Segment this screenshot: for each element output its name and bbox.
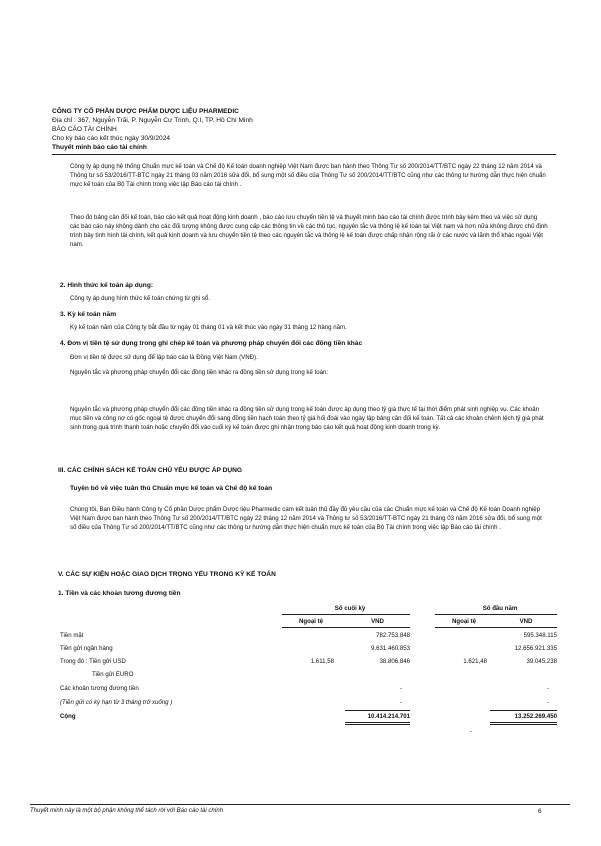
row-label: Các khoản tương đương tiền	[60, 685, 139, 692]
total-double-rule-end-a	[345, 722, 410, 723]
col-header-fx-start: Ngoại tệ	[451, 618, 477, 625]
report-title: BÁO CÁO TÀI CHÍNH	[52, 126, 117, 133]
total-double-rule-end-b	[345, 724, 410, 725]
col-header-vnd-start: VND	[519, 618, 533, 625]
group-rule-start	[435, 614, 557, 615]
section-title: Thuyết minh báo cáo tài chính	[52, 144, 147, 151]
row-label: (Tiền gửi có kỳ hạn từ 3 tháng trở xuống )	[60, 699, 173, 706]
total-rule-end	[345, 710, 410, 711]
total-vnd-end: 10.414.214.701	[367, 713, 410, 720]
col-header-fx-end: Ngoại tệ	[298, 618, 324, 625]
section-3-title: 3. Kỳ kế toán năm	[60, 311, 117, 318]
section-iii-title: III. CÁC CHÍNH SÁCH KẾ TOÁN CHỦ YẾU ĐƯỢC ÁP DỤNG	[58, 467, 243, 474]
header-rule	[52, 154, 556, 155]
col-rule-end	[282, 627, 410, 628]
section-4-text-1: Đơn vị tiền tệ được sử dụng để lập báo cáo là Đồng Việt Nam (VNĐ).	[70, 354, 258, 361]
row-vnd-start: 595.348.115	[523, 632, 557, 639]
intro-paragraph-1: Công ty áp dụng hệ thống Chuẩn mực kế toán và Chế độ Kế toán doanh nghiệp Việt Nam được ban hành theo Thông Tư số 200/2014/TT/BTC ngày 22 tháng 12 năm 2014 và Thông tư số 53/2016/TT-BTC ngày 21 tháng 03 năm 2016 sửa đổi, bổ sung một số điều của Thông Tư số 200/2014/TT/BTC cũng như các thông tư hướng dẫn thực hiện chuẩn mực kế toán của Bộ Tài chính trong việc lập Báo cáo tài chính .	[70, 163, 546, 188]
col-header-vnd-end: VND	[371, 618, 384, 625]
row-vnd-end: 38.806.846	[379, 658, 410, 665]
group-rule-end	[282, 614, 410, 615]
row-vnd-start: -	[546, 685, 549, 692]
row-fx-start: 1.621,48	[463, 658, 487, 665]
row-vnd-end: -	[399, 699, 402, 706]
section-4-text-2: Nguyên tắc và phương pháp chuyển đổi các đồng tiền khác ra đồng tiền sử dụng trong kế toán:	[70, 369, 329, 376]
section-4-paragraph: Nguyên tắc và phương pháp chuyển đổi các đồng tiền khác ra đồng tiền sử dụng trong kế toán được áp dụng theo tỷ giá thực tế tại thời điểm phát sinh nghiệp vụ. Các khoản mục tiền và công nợ có gốc ngoại tệ được chuyển đổi sang đồng tiền hạch toán theo tỷ giá hối đoái vào ngày lập bảng cân đối kế toán. Tất cả các khoản chênh lệch tỷ giá phát sinh trong quá trình thanh toán hoặc chuyển đổi vào cuối kỳ kế toán được ghi nhận trong báo cáo kết quả hoạt động kinh doanh trong kỳ.	[70, 406, 544, 431]
section-iii-subtitle: Tuyên bố về việc tuân thủ Chuẩn mực kế toán và Chế độ kế toán	[70, 485, 273, 492]
group-header-end: Số cuối kỳ	[334, 605, 366, 612]
row-vnd-end: -	[399, 685, 402, 692]
col-rule-start	[435, 627, 557, 628]
report-period: Cho kỳ báo cáo kết thúc ngày 30/9/2024	[52, 135, 171, 142]
row-vnd-end: 782.753.848	[376, 632, 410, 639]
section-2-title: 2. Hình thức kế toán áp dụng:	[60, 282, 154, 289]
trailing-dash: -	[470, 728, 473, 735]
total-label: Cộng	[60, 713, 76, 720]
row-label: Tiền gửi ngân hàng	[60, 645, 113, 652]
row-label: Tiền gửi EURO	[92, 671, 134, 678]
row-vnd-start: 39.045.238	[526, 658, 557, 665]
total-vnd-start: 13.252.269.450	[514, 713, 557, 720]
section-3-text: Kỳ kế toán năm của Công ty bắt đầu từ ngày 01 tháng 01 và kết thúc vào ngày 31 tháng 12 hàng năm.	[70, 324, 347, 331]
company-address: Địa chỉ : 367, Nguyễn Trãi, P. Nguyễn Cư Trinh, Q.I, TP. Hồ Chí Minh	[52, 117, 253, 124]
total-double-rule-start-a	[490, 722, 557, 723]
footer-note: Thuyết minh này là một bộ phận không thể tách rời với Báo cáo tài chính	[30, 808, 224, 814]
page-number: 6	[538, 808, 542, 815]
company-name: CÔNG TY CỔ PHẦN DƯỢC PHẨM DƯỢC LIỆU PHARMEDIC	[52, 108, 239, 115]
group-header-start: Số đầu năm	[482, 605, 518, 612]
total-double-rule-start-b	[490, 724, 557, 725]
section-4-title: 4. Đơn vị tiền tệ sử dụng trong ghi chép kế toán và phương pháp chuyển đổi các đồng tiền khác	[60, 340, 363, 347]
row-vnd-end: 9.631.460.853	[371, 645, 410, 652]
row-vnd-start: -	[546, 699, 549, 706]
section-v-title: V. CÁC SỰ KIỆN HOẶC GIAO DỊCH TRỌNG YẾU TRONG KỲ KẾ TOÁN	[58, 571, 276, 578]
row-vnd-start: 12.656.921.335	[514, 645, 557, 652]
section-v-subtitle: 1. Tiền và các khoản tương đương tiền	[58, 590, 181, 597]
row-fx-end: 1.611,58	[310, 658, 334, 665]
row-label: Tiền mặt	[60, 632, 84, 639]
row-label: Trong đó : Tiền gửi USD	[60, 658, 126, 665]
section-2-text: Công ty áp dụng hình thức kế toán chứng từ ghi sổ.	[70, 295, 210, 302]
intro-paragraph-2: Theo đó bảng cân đối kế toán, báo cáo kết quả hoạt động kinh doanh , báo cáo lưu chuyển tiền tệ và thuyết minh báo cáo tài chính được trình bày kèm theo và việc sử dụng các báo cáo này không dành cho các đối tượng không được cung cấp các thông tin về các thủ tục, nguyên tắc và thông lệ kế toán tại Việt nam và hơn nữa không được chủ định trình bày tình hình tài chính, kết quả kinh doanh và lưu chuyển tiền tệ theo các nguyên tắc và thông lệ kế toán được chấp nhận rộng rãi ở các nước và lãnh thổ khác ngoài Việt nam.	[70, 214, 548, 248]
footer-rule	[30, 804, 570, 805]
total-rule-start	[490, 710, 557, 711]
section-iii-paragraph: Chúng tôi, Ban Điều hành Công ty Cổ phần Dược phẩm Dược liệu Pharmedic cam kết tuân thủ đầy đủ yêu cầu của các Chuẩn mực kế toán và Chế độ Kế toán Doanh nghiệp Việt Nam được ban hành theo Thông Tư số 200/2014/TT/BTC ngày 22 tháng 12 năm 2014 và Thông tư số 53/2016/TT-BTC ngày 21 tháng 03 năm 2016 sửa đổi, bổ sung một số điều của Thông Tư số 200/2014/TT/BTC cũng như các thông tư hướng dẫn thực hiện chuẩn mực kế toán của Bộ Tài chính trong việc lập Báo cáo tài chính .	[70, 506, 542, 531]
